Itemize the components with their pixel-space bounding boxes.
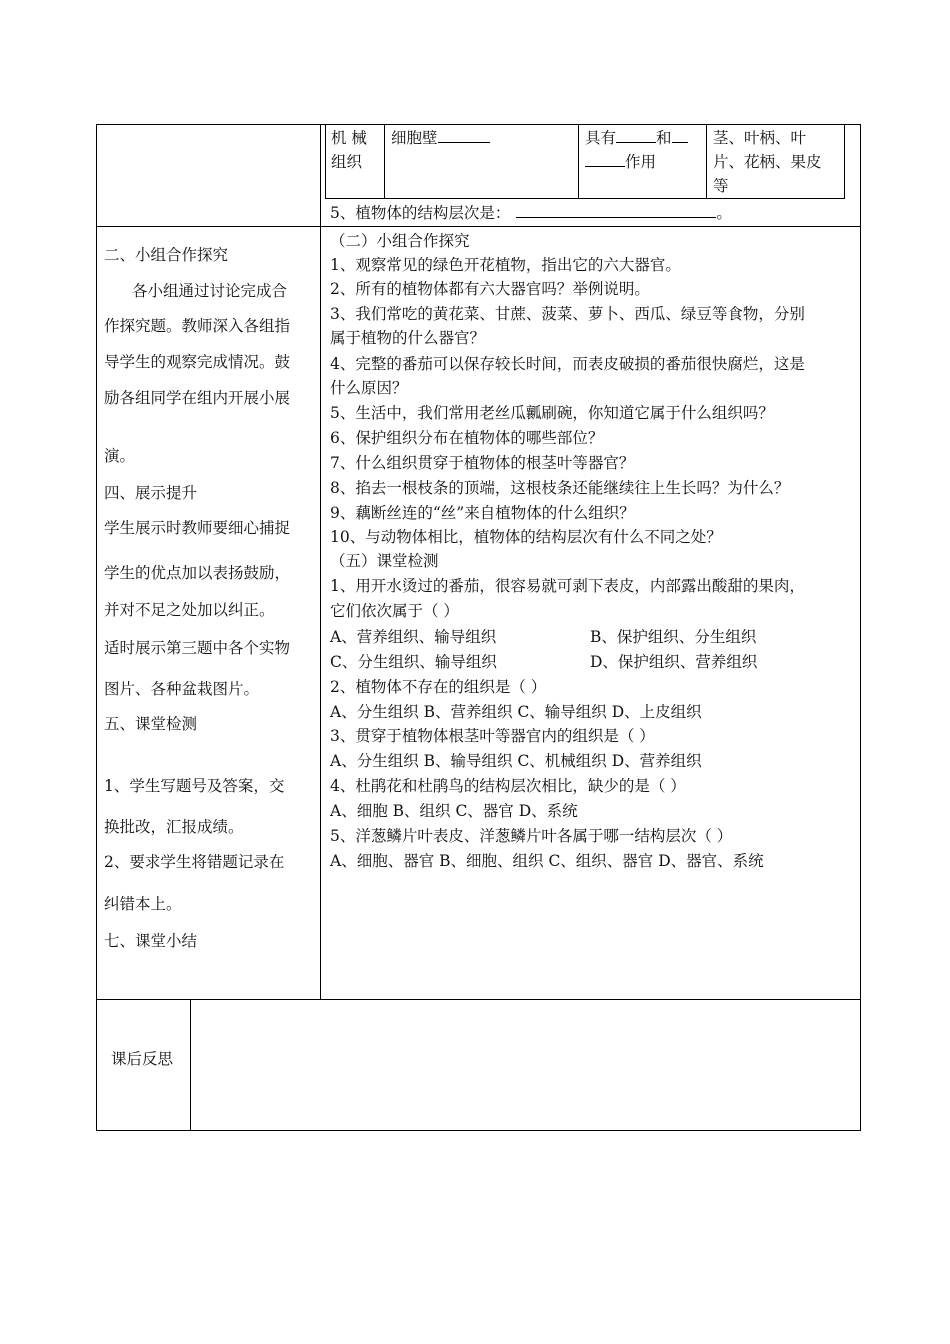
question-line: 4、完整的番茄可以保存较长时间，而表皮破损的番茄很快腐烂，这是	[330, 355, 805, 373]
hierarchy-question-text: 5、植物体的结构层次是：	[330, 204, 511, 222]
row-divider	[320, 226, 861, 227]
location-line1: 茎、叶柄、叶	[713, 129, 807, 147]
question-line: 什么原因？	[330, 379, 408, 397]
tissue-col-2	[578, 124, 579, 199]
question-line: 9、藕断丝连的“丝”来自植物体的什么组织？	[330, 504, 635, 522]
question-line: 2、植物体不存在的组织是（ ）	[330, 678, 547, 696]
question-line: 1、观察常见的绿色开花植物，指出它的六大器官。	[330, 256, 681, 274]
options-line: A、细胞、器官 B、细胞、组织 C、组织、器官 D、器官、系统	[330, 852, 764, 870]
left-line: 各小组通过讨论完成合	[132, 282, 288, 300]
options-line: A、分生组织 B、营养组织 C、输导组织 D、上皮组织	[330, 703, 702, 721]
options-line: A、细胞 B、组织 C、器官 D、系统	[330, 802, 578, 820]
question-line: 它们依次属于（ ）	[330, 602, 459, 620]
question-line: 7、什么组织贯穿于植物体的根茎叶等器官？	[330, 454, 635, 472]
question-line: 5、洋葱鳞片叶表皮、洋葱鳞片叶各属于哪一结构层次（ ）	[330, 827, 733, 845]
tissue-name-cell	[331, 126, 383, 174]
left-line: 二、小组合作探究	[104, 246, 229, 264]
left-line: 七、课堂小结	[104, 932, 198, 950]
option-b: B、保护组织、分生组织	[590, 628, 757, 646]
left-line: 学生展示时教师要细心捕捉	[104, 519, 291, 537]
question-line: 2、所有的植物体都有六大器官吗？举例说明。	[330, 280, 650, 298]
left-line: 并对不足之处加以纠正。	[104, 601, 275, 619]
question-line: 4、杜鹃花和杜鹃鸟的结构层次相比，缺少的是（ ）	[330, 777, 686, 795]
question-line: 属于植物的什么器官？	[330, 329, 486, 347]
function-blank-2[interactable]	[672, 126, 688, 143]
location-line3: 等	[713, 177, 729, 195]
function-blank-3[interactable]	[585, 150, 625, 167]
column-divider	[320, 124, 321, 1000]
hierarchy-question-end: 。	[716, 204, 732, 222]
question-line: 6、保护组织分布在植物体的哪些部位？	[330, 429, 604, 447]
location-cell	[713, 126, 843, 198]
option-d: D、保护组织、营养组织	[590, 653, 758, 671]
tissue-col-1	[384, 124, 385, 199]
left-line: 四、展示提升	[104, 484, 198, 502]
structure-text: 细胞壁	[391, 129, 438, 147]
option-a: A、营养组织、输导组织	[330, 628, 497, 646]
question-line: 3、贯穿于植物体根茎叶等器官内的组织是（ ）	[330, 727, 655, 745]
left-line: 适时展示第三题中各个实物	[104, 639, 291, 657]
function-text-b: 和	[656, 129, 672, 147]
question-line: 8、掐去一根枝条的顶端，这根枝条还能继续往上生长吗？为什么？	[330, 479, 790, 497]
section-heading: （五）课堂检测	[330, 552, 439, 570]
section-heading: （二）小组合作探究	[330, 232, 470, 250]
left-line: 图片、各种盆栽图片。	[104, 680, 260, 698]
left-line: 1、学生写题号及答案，交	[104, 777, 285, 795]
tissue-name-line1: 机 械	[331, 129, 367, 147]
left-line: 纠错本上。	[104, 895, 182, 913]
structure-cell	[391, 126, 577, 150]
left-line: 五、课堂检测	[104, 715, 198, 733]
function-cell	[585, 126, 705, 174]
left-line: 2、要求学生将错题记录在	[104, 853, 285, 871]
left-line: 学生的优点加以表扬鼓励，	[104, 564, 291, 582]
question-line: 3、我们常吃的黄花菜、甘蔗、菠菜、萝卜、西瓜、绿豆等食物，分别	[330, 305, 805, 323]
tissue-col-3	[706, 124, 707, 199]
function-text-c: 作用	[625, 153, 657, 171]
tissue-name-line2: 组织	[331, 153, 363, 171]
left-line: 导学生的观察完成情况。鼓	[104, 353, 291, 371]
option-c: C、分生组织、输导组织	[330, 653, 497, 671]
options-line: A、分生组织 B、输导组织 C、机械组织 D、营养组织	[330, 752, 702, 770]
question-line: 1、用开水烫过的番茄，很容易就可剥下表皮，内部露出酸甜的果肉，	[330, 577, 805, 595]
question-line: 10、与动物体相比，植物体的结构层次有什么不同之处？	[330, 528, 722, 546]
function-text-a: 具有	[585, 129, 617, 147]
reflection-label: 课后反思	[111, 1050, 174, 1068]
structure-blank[interactable]	[438, 126, 490, 143]
hierarchy-blank[interactable]	[516, 201, 716, 218]
hierarchy-question	[330, 201, 732, 225]
left-line: 换批改，汇报成绩。	[104, 818, 244, 836]
reflection-write-area[interactable]	[192, 1001, 859, 1129]
location-line2: 片、花柄、果皮	[713, 153, 822, 171]
left-row-divider	[96, 226, 321, 227]
left-line: 励各组同学在组内开展小展	[104, 389, 291, 407]
left-line: 作探究题。教师深入各组指	[104, 317, 291, 335]
reflection-divider	[190, 999, 191, 1131]
question-line: 5、生活中，我们常用老丝瓜瓤刷碗，你知道它属于什么组织吗？	[330, 404, 774, 422]
function-blank-1[interactable]	[616, 126, 656, 143]
left-line: 演。	[104, 447, 136, 465]
